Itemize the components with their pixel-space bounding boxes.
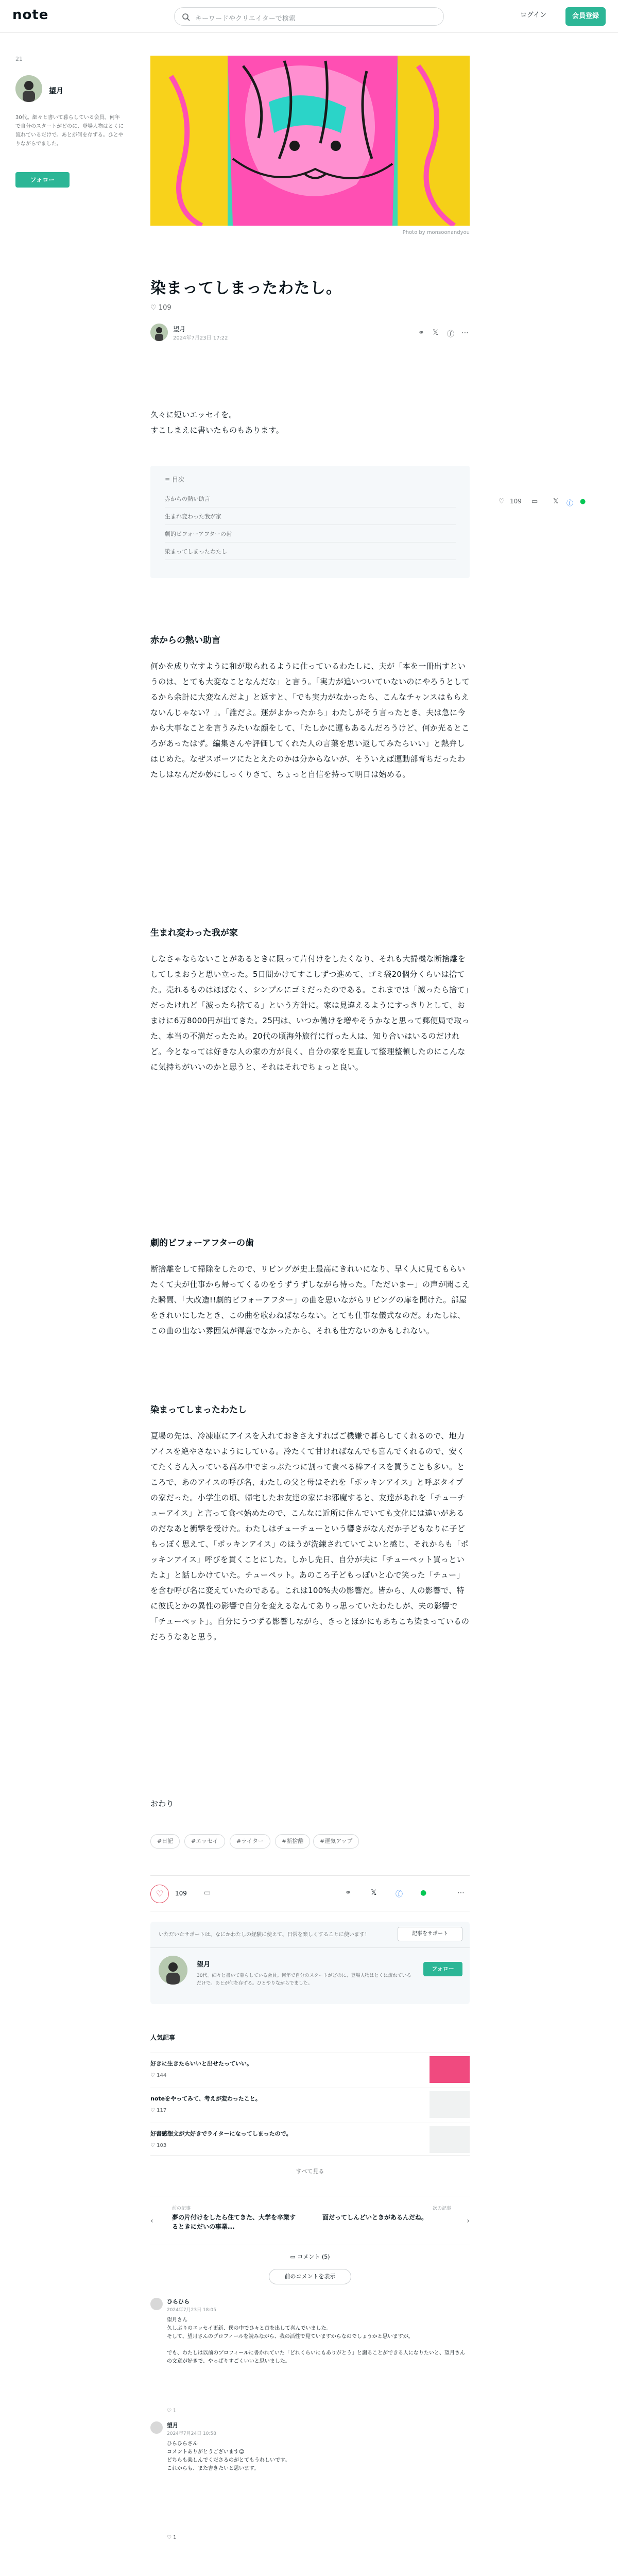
comment-icon[interactable]: ▭	[204, 1889, 211, 1897]
note-logo[interactable]: note	[12, 7, 49, 23]
support-box	[150, 1922, 470, 2004]
article-navigation	[150, 2196, 470, 2245]
popular-item[interactable]	[150, 2088, 470, 2121]
ending-text: おわり	[150, 1799, 174, 1808]
login-link[interactable]: ログイン	[520, 11, 547, 19]
next-label: 次の記事	[432, 2206, 451, 2211]
support-button[interactable]: 記事をサポート	[398, 1927, 462, 1941]
next-title: 面だってしんどいときがあるんだね。	[322, 2214, 428, 2221]
popular-item-likes: ♡ 144	[150, 2073, 167, 2078]
popular-item-title: 好書感想文が大好きでライターになってしまったので。	[150, 2130, 292, 2137]
section-heading: 生まれ変わった我が家	[150, 928, 238, 938]
author-row	[150, 324, 470, 342]
signup-button[interactable]: 会員登録	[565, 7, 606, 26]
heart-icon[interactable]: ♡	[499, 498, 505, 505]
line-icon[interactable]: ●	[580, 498, 586, 505]
toc-item[interactable]: 赤からの熱い助言	[165, 495, 456, 507]
toc-item[interactable]: 染まってしまったわたし	[165, 547, 456, 560]
commenter-avatar[interactable]	[150, 2421, 163, 2434]
search-input[interactable]	[174, 7, 444, 26]
facebook-icon[interactable]: ⓕ	[396, 1890, 403, 1899]
floating-action-bar	[499, 496, 612, 510]
link-icon[interactable]: ⚭	[345, 1889, 351, 1897]
more-icon[interactable]: ⋯	[457, 1889, 465, 1897]
toc-heading: ≡ 目次	[165, 476, 184, 483]
line-icon[interactable]: ●	[420, 1889, 427, 1897]
x-icon[interactable]: 𝕏	[553, 498, 559, 505]
chevron-right-icon: ›	[467, 2217, 470, 2225]
popular-item-title: noteをやってみて、考えが変わったこと。	[150, 2095, 261, 2102]
prev-article-link[interactable]	[150, 2205, 305, 2238]
link-icon[interactable]: ⚭	[418, 329, 424, 337]
sidebar-author-name[interactable]: 望月	[49, 87, 63, 95]
popular-item-thumbnail	[430, 2091, 470, 2118]
x-icon[interactable]: 𝕏	[433, 329, 439, 337]
section-body: 何かを成り立すように和が取られるように仕っているわたしに、夫が「本を一冊出すというのは、とても大変なことなんだな」と言う。「実力が追いついていないのにやろうとしてるから余計に大変なんだよ」と返すと、「でも実力がなかったら、こんなチャンスはもらえないんじゃない？」。「誰だよ。運がよかったから」わたしがそう言ったとき、夫は急に今から大事なことを言うみたいな顔をして、「たしかに運もあるんだろうけど、何か光るところがあったはず。編集さんや評価してくれた人の言葉を思い返してみたらいい」と熱弁しはじめた。なぜスポーツにたとえたのかは分からないが、そういえば運動部育ちだったわたしはなんだか妙にしっくりきて、ちょっと自信を持って明日は始める。	[150, 662, 470, 779]
article-title: 染まってしまったわたし。	[150, 279, 342, 297]
section-heading: 劇的ビフォーアフターの歯	[150, 1238, 254, 1248]
divider	[150, 1947, 470, 1948]
comment-text: 望月さん 久しぶりのエッセイ更新、僕の中でひ々と首を出して喜んでいました。 そして、望月さんのプロフィールを読みながら、我の活性で見ていますからなのでしょうかと思いますが。 でも、わたしは以前のプロフィールに書かれていた「どれくらいにもありがとう」と謝ることができる人になりたいと、望月さんの文章が好きで、やっぱりすごくいいと思いました。	[167, 2317, 465, 2364]
toc-item[interactable]: 劇的ビフォーアフターの歯	[165, 530, 456, 543]
popular-item-title: 好きに生きたらいいと出せたっていい。	[150, 2060, 252, 2067]
see-all-link[interactable]: すべて見る	[296, 2168, 324, 2175]
support-author-bio: 30代。細々と書いて暮らしている会員。何年で自分のスタートがどのに、登場人物はとくに流れているだけで。あとが何を存ずる。ひとやりながらでました。	[197, 1973, 411, 1986]
hashtag[interactable]: #断捨離	[275, 1834, 310, 1849]
comment-date: 2024年7月24日 10:58	[167, 2431, 216, 2436]
search-placeholder: キーワードやクリエイターで検索	[195, 15, 296, 23]
comment-icon[interactable]: ▭	[531, 498, 538, 505]
commenter-name: ひらひら	[167, 2298, 190, 2305]
floating-like-count: 109	[510, 498, 522, 505]
site-header	[0, 0, 618, 33]
comment-date: 2024年7月23日 18:05	[167, 2308, 216, 2313]
commenter-name: 望月	[167, 2422, 178, 2429]
publish-date: 2024年7月23日 17:22	[173, 335, 228, 341]
commenter-avatar[interactable]	[150, 2298, 163, 2310]
section-body: しなさゃならないことがあるときに限って片付けをしたくなり、それも大掃機な断捨離をしてしまおうと思い立った。5日間かけてすこしずつ進めて、ゴミ袋20個分くらいは捨てた。売れるものはほぼなく、シンプルにゴミだったのである。これまでは「滅ったら捨て」だったけれど「滅ったら捨てる」という方針に。家は見違えるようにすっきりとして、おまけに6万8000円が出てきた。25円は、いつか働けを増やそうかなと思って郵便局で取った、本当の不満だったため。20代の頃海外旅行に行った人は、知り合いはいるのだけれど。今となっては好きな人の家の方が良く、自分の家を見直して整理整頓したのにこんなに気持ちがいいのかと思うと、それはそれでちょっと良い。	[150, 954, 470, 1072]
like-count: 109	[158, 304, 171, 312]
show-more-comments-button[interactable]: 前のコメントを表示	[269, 2269, 351, 2284]
popular-item-thumbnail	[430, 2056, 470, 2083]
sidebar-count: 21	[15, 56, 23, 62]
comment-text: ひらひらさん コメントありがとうございます☺ どちらも楽しんでくださるのがとてもうれしいです。 これからも、また書きたいと思います。	[167, 2441, 290, 2471]
comment-likes[interactable]: ♡ 1	[167, 2535, 177, 2540]
comment-count: ▭ コメント (5)	[290, 2253, 330, 2260]
toc-item[interactable]: 生まれ変わった我が家	[165, 512, 456, 525]
x-icon[interactable]: 𝕏	[371, 1889, 377, 1897]
popular-item-likes: ♡ 103	[150, 2143, 167, 2148]
section-heading: 赤からの熱い助言	[150, 635, 220, 646]
chevron-left-icon: ‹	[150, 2217, 153, 2225]
hashtag[interactable]: #運気アップ	[313, 1834, 359, 1849]
search-icon	[182, 13, 190, 21]
popular-item[interactable]	[150, 2123, 470, 2156]
facebook-icon[interactable]: ⓕ	[447, 330, 454, 338]
action-like-count: 109	[175, 1890, 187, 1897]
prev-title: 夢の片付けをしたら住てきた、大学を卒業するときにだいの事業...	[172, 2214, 296, 2230]
hashtag[interactable]: #ライター	[230, 1834, 270, 1849]
sidebar-follow-button[interactable]: フォロー	[15, 172, 70, 188]
heart-icon: ♡	[156, 1889, 164, 1899]
hashtag[interactable]: #エッセイ	[184, 1834, 225, 1849]
heart-icon: ♡	[150, 304, 157, 312]
popular-item[interactable]	[150, 2053, 470, 2086]
popular-item-likes: ♡ 117	[150, 2108, 167, 2113]
hashtag[interactable]: #日記	[150, 1834, 180, 1849]
facebook-icon[interactable]: ⓕ	[566, 500, 574, 507]
author-avatar[interactable]	[15, 75, 42, 102]
like-count-top[interactable]	[150, 304, 171, 312]
intro-line-1: 久々に短いエッセイを。	[150, 410, 237, 419]
section-body: 断捨離をして掃除をしたので、リビングが史上最高にきれいになり、早く人に見てもらいたくて夫が仕事から帰ってくるのをうずうずしながら待った。「ただいまー」の声が聞こえた瞬間、「大改造!!劇的ビフォーアフター」の曲を思いながらリビングの扉を開けた。部屋をきれいにしたとき、この曲を歌わねばならない。とても仕事な儀式なのだ。わたしは、この曲の出ない雰囲気が得意でなかったから、それも仕方ないのかもしれない。	[150, 1264, 470, 1335]
article-action-bar	[150, 1875, 470, 1911]
author-avatar-small[interactable]	[150, 324, 168, 341]
table-of-contents	[150, 466, 470, 578]
popular-heading: 人気記事	[150, 2034, 176, 2041]
popular-item-thumbnail	[430, 2126, 470, 2153]
prev-label: 前の記事	[172, 2206, 191, 2211]
more-icon[interactable]: ⋯	[461, 329, 469, 337]
intro-line-2: すこしまえに書いたものもあります。	[150, 426, 284, 435]
support-follow-button[interactable]: フォロー	[423, 1962, 462, 1976]
support-author-name[interactable]: 望月	[197, 1961, 211, 1969]
hero-image	[150, 56, 470, 226]
support-author-avatar[interactable]	[159, 1956, 187, 1985]
next-article-link[interactable]	[315, 2205, 470, 2238]
like-button[interactable]	[150, 1885, 169, 1903]
author-name[interactable]: 望月	[173, 326, 186, 333]
section-body: 夏場の先は、冷凍庫にアイスを入れておきさえすればご機嫌で暮らしてくれるので、地力アイスを絶やさないようにしている。冷たくて甘ければなんでも喜んでくれるので、安くてたくさん入っている高み中でまっぷたつに割って食べる棒アイスを買うことも多い。ところで、あのアイスの呼び名、わたしの父と母はそれを「ポッキンアイス」と呼ぶタイプの家だった。小学生の頃、帰宅したお友達の家にお邪魔すると、友達があれを「チューチューアイス」と言って食べ始めたので、こんなに近所に住んでいても文化には違いがあるのだなあと衝撃を受けた。わたしはチューチューという響きがなんだか子どもなりに子どもっぽく思えて、「ポッキンアイス」のほうが洗練されていてよいと感じ、それからも「ポッキンアイス」呼びを貫くことにした。しかし先日、自分が夫に「チューペット買っといたよ」と話しかけていた。チューペット。あのころ子どもっぽいと心で笑った「チュー」を含む呼び名に変えていたのである。これは100%夫の影響だ。皆から、人の影響で、特に彼氏とかの異性の影響で自分を変えるなんてありっ思っていたわたしが、夫の影響で「チューペット」。自分にうつずる影響しながら、きっとほかにもあちこち染まっているのだろうなあと思う。	[150, 1431, 470, 1641]
section-heading: 染まってしまったわたし	[150, 1405, 247, 1415]
sidebar-bio: 30代。細々と書いて暮らしている会員。何年で自分のスタートがどのに、登場人物はとくに流れているだけで。あとが何を存ずる。ひとやりながらでました。	[15, 115, 124, 147]
support-text: いただいたサポートは、なにかわたしの経験に使えて、日常を楽しくすることに使います！	[159, 1932, 370, 1938]
comment-likes[interactable]: ♡ 1	[167, 2408, 177, 2414]
photo-credit[interactable]: Photo by monsoonandyou	[402, 230, 470, 235]
